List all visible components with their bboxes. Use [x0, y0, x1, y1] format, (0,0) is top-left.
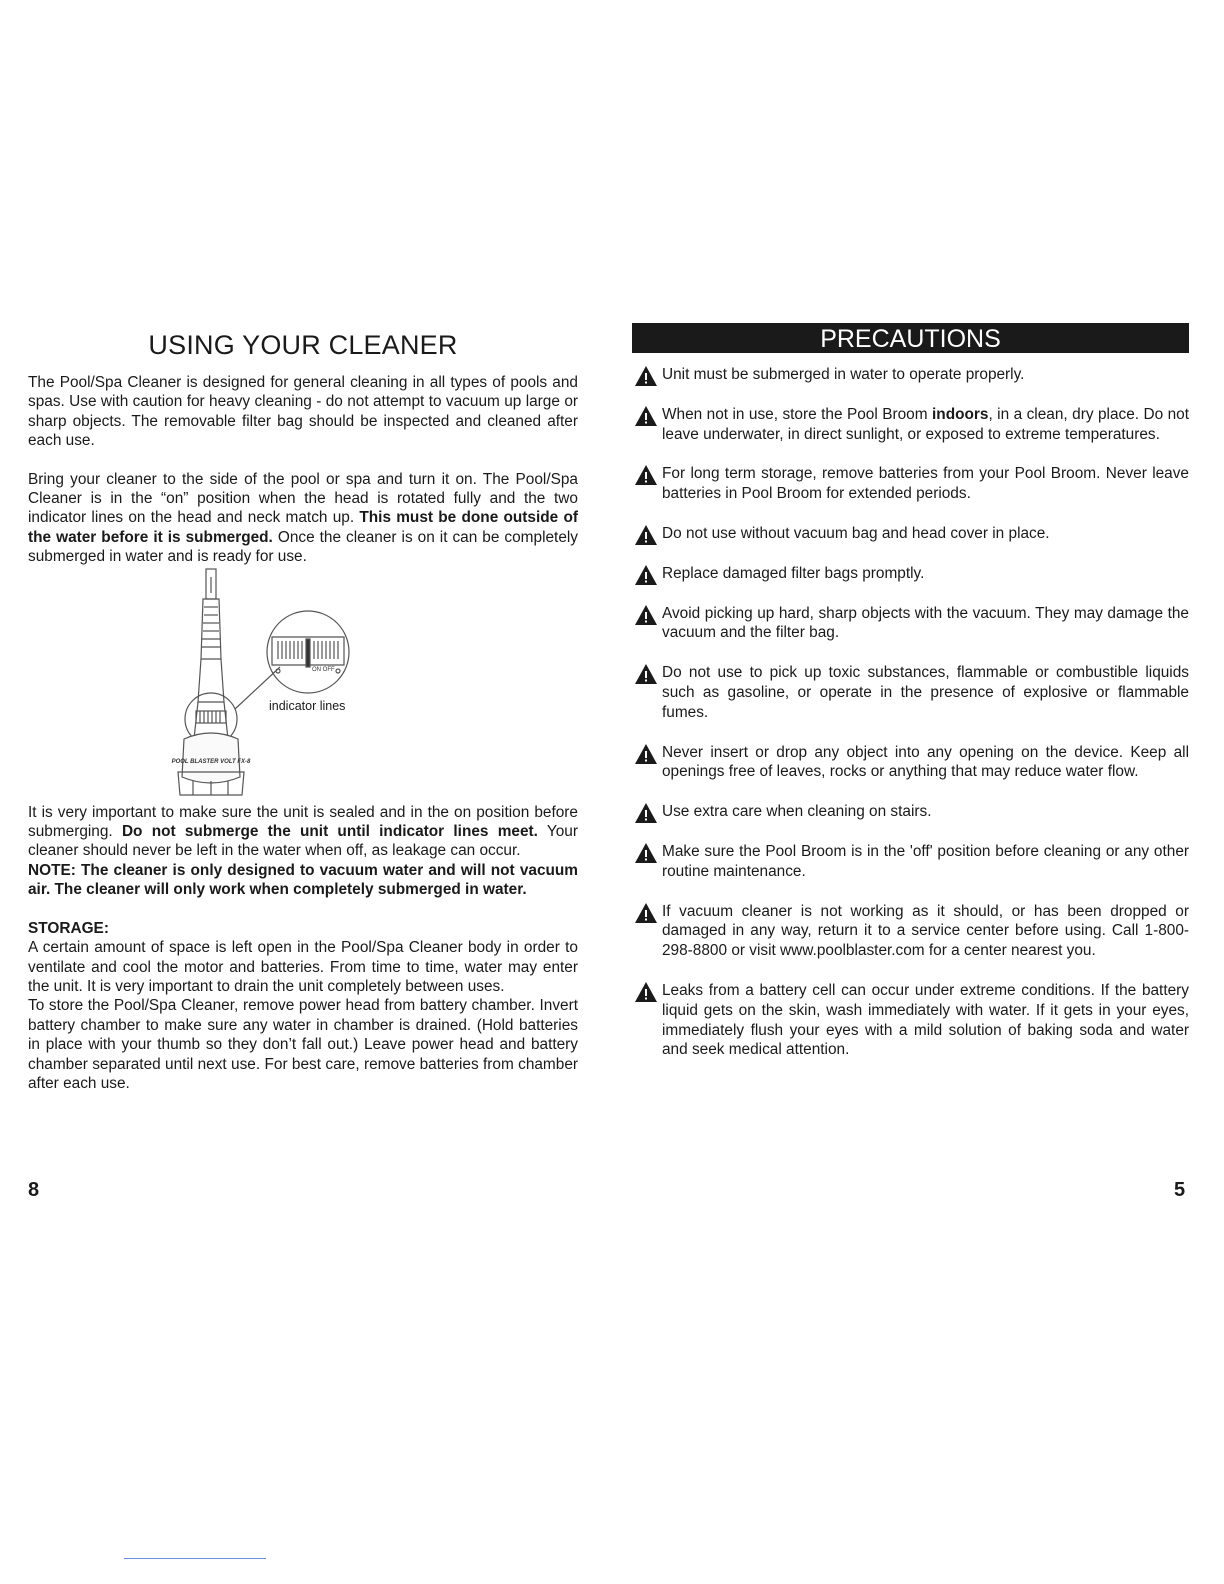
precaution-item: Unit must be submerged in water to operate properly.	[632, 365, 1189, 385]
precaution-item: Avoid picking up hard, sharp objects with the vacuum. They may damage the vacuum and the filter bag.	[632, 604, 1189, 644]
cleaner-logo: POOL BLASTER VOLT FX-8	[171, 758, 251, 765]
cleaner-illustration	[28, 567, 578, 799]
footer-rule	[124, 1558, 266, 1559]
precaution-item: Make sure the Pool Broom is in the 'off' position before cleaning or any other routine maintenance.	[632, 842, 1189, 882]
pool-cleaner-drawing	[28, 567, 578, 799]
precaution-item: Do not use to pick up toxic substances, flammable or combustible liquids such as gasoline, or operate in the presence of explosive or flammable fumes.	[632, 663, 1189, 722]
warning-icon	[634, 405, 658, 427]
page-title-precautions: PRECAUTIONS	[820, 325, 1001, 353]
page-number-right: 5	[1174, 1179, 1186, 1201]
precaution-item: Use extra care when cleaning on stairs.	[632, 802, 1189, 822]
warning-icon	[634, 604, 658, 626]
sealed-paragraph: It is very important to make sure the unit is sealed and in the on position before submerging. Do not submerge the unit until indicator lines meet. Your cleaner should never be left in the water when off, as leakage can occur.	[28, 803, 578, 860]
warning-icon	[634, 663, 658, 685]
on-off-small-label: ON OFF	[312, 666, 335, 673]
precaution-item: Never insert or drop any object into any opening on the device. Keep all openings free of leaves, rocks or anything that may reduce water flow.	[632, 743, 1189, 783]
precaution-item: For long term storage, remove batteries from your Pool Broom. Never leave batteries in Pool Broom for extended periods.	[632, 464, 1189, 504]
precautions-title-bar	[632, 323, 1189, 353]
precautions-list	[632, 365, 1189, 1060]
storage-heading: STORAGE:	[28, 919, 109, 937]
storage-paragraph-1: A certain amount of space is left open in the Pool/Spa Cleaner body in order to ventilate and cool the motor and batteries. From time to time, water may enter the unit. It is very important to drain the unit completely between uses.	[28, 939, 578, 995]
left-page	[28, 330, 578, 1093]
warning-icon	[634, 743, 658, 765]
warning-icon	[634, 365, 658, 387]
warning-icon	[634, 464, 658, 486]
warning-icon	[634, 981, 658, 1003]
warning-icon	[634, 842, 658, 864]
indicator-lines-label: indicator lines	[269, 698, 346, 713]
warning-icon	[634, 802, 658, 824]
warning-icon	[634, 524, 658, 546]
turn-on-paragraph: Bring your cleaner to the side of the pool or spa and turn it on. The Pool/Spa Cleaner is in the “on” position when the head is rotated fully and the two indicator lines on the head and neck match up. This must be done outside of the water before it is submerged. Once the cleaner is on it can be completely submerged in water and is ready for use.	[28, 470, 579, 566]
storage-paragraph-2: To store the Pool/Spa Cleaner, remove power head from battery chamber. Invert battery chamber to make sure any water in chamber is drained. (Hold batteries in place with your thumb so they don’t fall out.) Leave power head and battery chamber separated until next use. For best care, remove batteries from chamber after each use.	[28, 997, 578, 1092]
precaution-item: When not in use, store the Pool Broom indoors, in a clean, dry place. Do not leave underwater, in direct sunlight, or exposed to extreme temperatures.	[632, 405, 1189, 445]
precaution-item: Replace damaged filter bags promptly.	[632, 564, 1189, 584]
right-page	[632, 323, 1189, 1080]
warning-icon	[634, 564, 658, 586]
warning-icon	[634, 902, 658, 924]
intro-paragraph: The Pool/Spa Cleaner is designed for general cleaning in all types of pools and spas. Use with caution for heavy cleaning - do not attempt to vacuum up large or sharp objects. The removable filter bag should be inspected and cleaned after each use.	[28, 374, 578, 450]
page-number-left: 8	[28, 1179, 40, 1201]
note-paragraph: NOTE: The cleaner is only designed to vacuum water and will not vacuum air. The cleaner will only work when completely submerged in water.	[28, 861, 578, 899]
precaution-item: Do not use without vacuum bag and head cover in place.	[632, 524, 1189, 544]
page-title-using-your-cleaner: USING YOUR CLEANER	[148, 330, 458, 360]
precaution-item: Leaks from a battery cell can occur under extreme conditions. If the battery liquid gets on the skin, wash immediately with water. If it gets in your eyes, immediately flush your eyes with a mild solution of baking soda and water and seek medical attention.	[632, 981, 1189, 1060]
precaution-item: If vacuum cleaner is not working as it should, or has been dropped or damaged in any way, return it to a service center before using. Call 1-800-298-8800 or visit www.poolblaster.com for a center nearest you.	[632, 902, 1189, 961]
